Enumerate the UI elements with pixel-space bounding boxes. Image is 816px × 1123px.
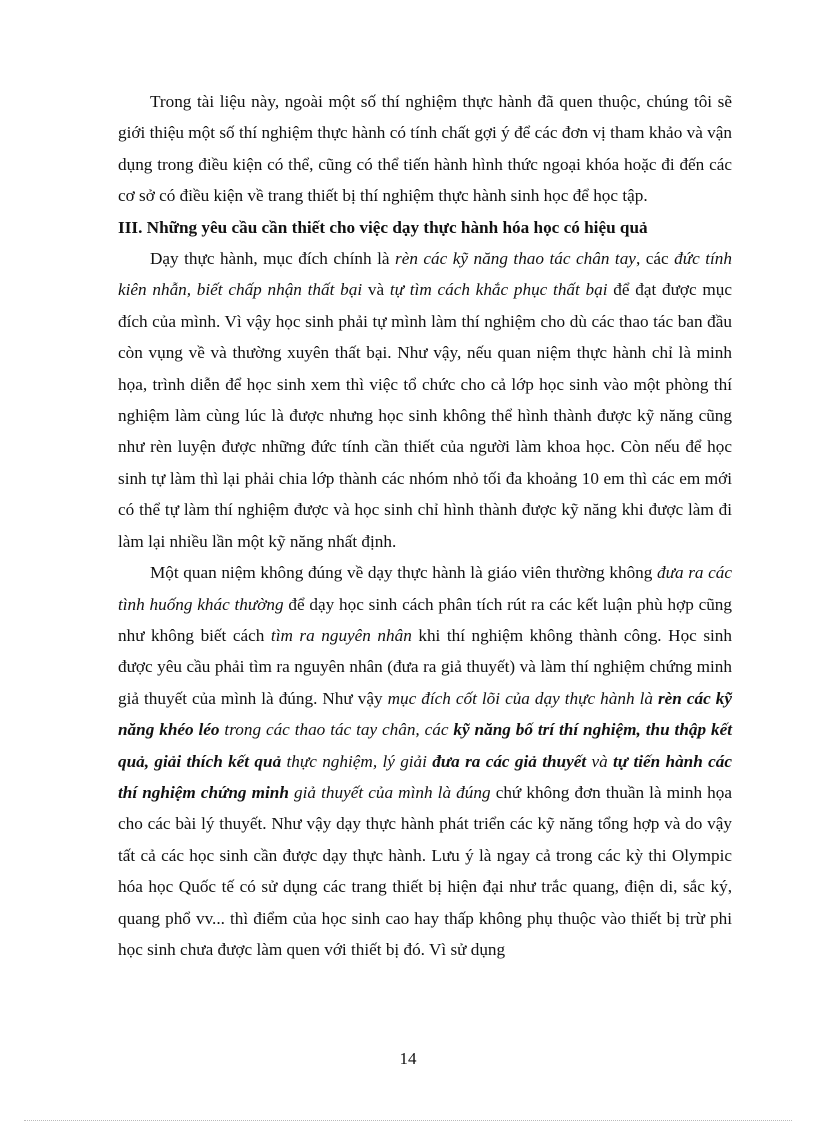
- text-run: Một quan niệm không đúng về dạy thực hành là giáo viên thường không: [150, 563, 658, 583]
- paragraph-purpose: [118, 243, 732, 557]
- italic-run: rèn các kỹ năng thao tác chân tay: [395, 249, 636, 269]
- bold-italic-run: rèn các kỹ năng khéo léo: [118, 688, 732, 740]
- text-run: , các: [635, 249, 675, 269]
- section-heading: III. Những yêu cầu cần thiết cho việc dạy thực hành hóa học có hiệu quả: [118, 217, 648, 237]
- italic-run: trong các thao tác tay chân, các: [219, 720, 454, 740]
- bold-italic-run: kỹ năng bố trí thí nghiệm, thu thập kết quả, giải thích kết quả: [118, 720, 732, 771]
- italic-run: đưa ra các tình huống khác thường: [118, 563, 732, 614]
- bold-italic-run: tự tiến hành các thí nghiệm chứng minh: [118, 751, 732, 802]
- text-run: chứ không đơn thuần là minh họa cho các bài lý thuyết. Như vậy dạy thực hành phát triển các kỹ năng tổng hợp và do vậy tất cả các học sinh cần được dạy thực hành. Lưu ý là ngay cả trong các kỳ thi Olympic hóa học Quốc tế có sử dụng các trang thiết bị hiện đại như trắc quang, điện di, sắc ký, quang phổ vv... thì điểm của học sinh cao hay thấp không phụ thuộc vào thiết bị trừ phi học sinh chưa được làm quen với thiết bị đó. Vì sử dụng: [118, 782, 732, 959]
- italic-run: đức tính kiên nhẫn, biết chấp nhận thất bại: [118, 249, 732, 300]
- text-run: khi thí nghiệm không thành công. Học sinh được yêu cầu phải tìm ra nguyên nhân (đưa ra giả thuyết) và làm thí nghiệm chứng minh giả thuyết của mình là đúng. Như vậy: [118, 625, 732, 708]
- paragraph-misconception: [118, 557, 732, 965]
- text-run: để đạt được mục đích của mình. Vì vậy học sinh phải tự mình làm thí nghiệm cho dù các thao tác ban đầu còn vụng về và thường xuyên thất bại. Như vậy, nếu quan niệm thực hành chỉ là minh họa, trình diễn để học sinh xem thì việc tổ chức cho cả lớp học sinh vào một phòng thí nghiệm làm cùng lúc là được nhưng học sinh không thể hình thành được kỹ năng cũng như rèn luyện được những đức tính cần thiết của người làm khoa học. Còn nếu để học sinh tự làm thì lại phải chia lớp thành các nhóm nhỏ tối đa khoảng 10 em thì các em mới có thể tự làm thí nghiệm được và học sinh chỉ hình thành được kỹ năng khi được làm đi làm lại nhiều lần một kỹ năng nhất định.: [118, 280, 732, 551]
- page-number: 14: [399, 1049, 417, 1068]
- italic-run: tự tìm cách khắc phục thất bại: [389, 280, 608, 300]
- italic-run: giả thuyết của mình là đúng: [288, 782, 491, 802]
- italic-run: thực nghiệm, lý giải: [281, 751, 433, 771]
- text-run: Dạy thực hành, mục đích chính là: [150, 249, 395, 269]
- paragraph-intro: Trong tài liệu này, ngoài một số thí nghiệm thực hành đã quen thuộc, chúng tôi sẽ giới thiệu một số thí nghiệm thực hành có tính chất gợi ý để các đơn vị tham khảo và vận dụng trong điều kiện có thể, cũng có thể tiến hành hình thức ngoại khóa hoặc đi đến các cơ sở có điều kiện về trang thiết bị thí nghiệm thực hành sinh học để học tập.: [118, 92, 732, 206]
- italic-run: tìm ra nguyên nhân: [270, 625, 412, 645]
- bold-italic-run: đưa ra các giả thuyết: [432, 751, 587, 771]
- italic-run: và: [586, 751, 614, 771]
- text-run: và: [362, 280, 390, 300]
- document-page: [118, 86, 732, 965]
- text-run: để dạy học sinh cách phân tích rút ra các kết luận phù hợp cũng như không biết cách: [118, 594, 732, 645]
- italic-run: mục đích cốt lõi của dạy thực hành là: [387, 688, 658, 708]
- page-bottom-divider: [24, 1120, 792, 1121]
